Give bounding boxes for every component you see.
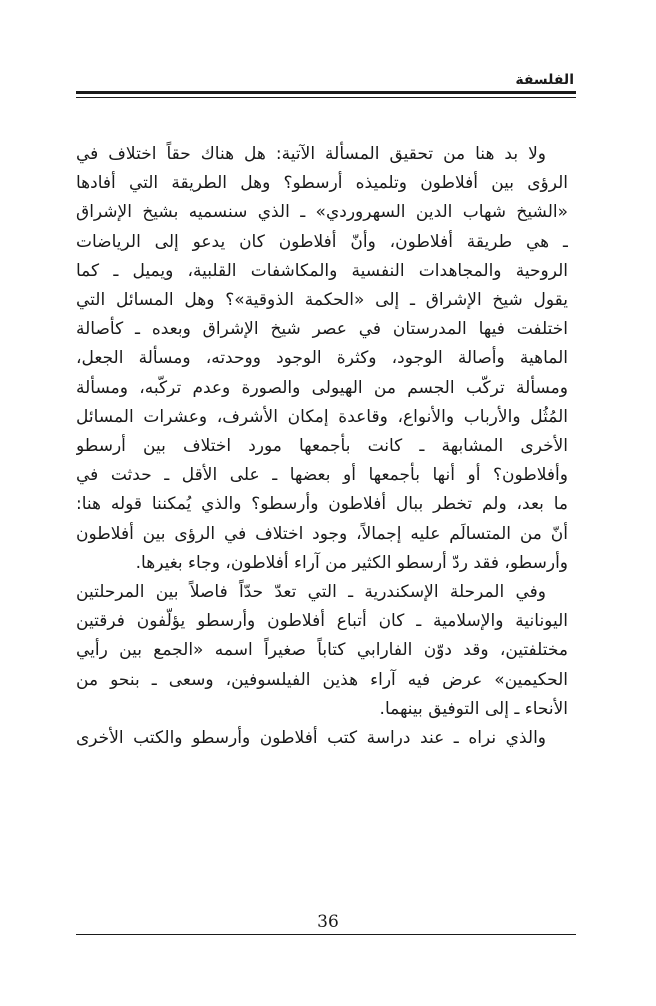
text-line: المُثُل والأرباب والأنواع، وقاعدة إمكان الأشرف، وعشرات المسائل	[76, 406, 568, 427]
text-line: أنّ من المتسالَم عليه إجمالاً، وجود اختلاف في الرؤى بين أفلاطون	[76, 523, 568, 544]
text-line: وفي المرحلة الإسكندرية ـ التي تعدّ حدّاً فاصلاً بين المرحلتين	[76, 582, 546, 603]
text-line: «الشيخ شهاب الدين السهروردي» ـ الذي سنسميه بشيخ الإشراق	[76, 202, 568, 223]
text-line: الحكيمين» عرض فيه آراء هذين الفيلسوفين، وسعى ـ بنحو من	[76, 669, 568, 690]
text-line: ومسألة تركّب الجسم من الهيولى والصورة وعدم تركّبه، ومسألة	[76, 377, 568, 398]
header-rule-thick	[76, 91, 576, 94]
text-line: اليونانية والإسلامية ـ كان أتباع أفلاطون وأرسطو يؤلّفون فرقتين	[76, 611, 568, 632]
text-line: مختلفتين، وقد دوّن الفارابي كتاباً صغيراً اسمه «الجمع بين رأيي	[76, 640, 568, 661]
body-text	[76, 140, 568, 753]
text-line: الرؤى بين أفلاطون وتلميذه أرسطو؟ وهل الطريقة التي أفادها	[76, 173, 568, 194]
text-line: الروحية والمجاهدات النفسية والمكاشفات القلبية، ويميل ـ كما	[76, 260, 568, 281]
text-line: وأفلاطون؟ أو أنها بأجمعها أو بعضها ـ على الأقل ـ حدثت في	[76, 465, 568, 486]
text-line: الأنحاء ـ إلى التوفيق بينهما.	[379, 698, 568, 719]
page-number: 36	[317, 912, 339, 932]
header-rule-thin	[76, 97, 576, 98]
text-line: ما بعد، ولم تخطر ببال أفلاطون وأرسطو؟ والذي يُمكننا قوله هنا:	[76, 494, 568, 515]
running-head: الفلسفة	[515, 72, 574, 88]
footer-rule	[76, 934, 576, 935]
text-line: ـ هي طريقة أفلاطون، وأنّ أفلاطون كان يدعو إلى الرياضات	[76, 231, 568, 252]
text-line: الماهية وأصالة الوجود، وكثرة الوجود ووحدته، ومسألة الجعل،	[76, 348, 568, 369]
text-line: يقول شيخ الإشراق ـ إلى «الحكمة الذوقية»؟ وهل المسائل التي	[76, 290, 568, 311]
text-line: وأرسطو، فقد ردّ أرسطو الكثير من آراء أفلاطون، وجاء بغيرها.	[135, 552, 568, 573]
text-line: والذي نراه ـ عند دراسة كتب أفلاطون وأرسطو والكتب الأخرى	[76, 728, 546, 749]
text-line: اختلفت فيها المدرستان في عصر شيخ الإشراق وبعده ـ كأصالة	[76, 319, 568, 340]
text-line: ولا بد هنا من تحقيق المسألة الآتية: هل هناك حقاً اختلاف في	[76, 144, 546, 164]
text-line: الأخرى المشابهة ـ كانت بأجمعها مورد اختلاف بين أرسطو	[76, 436, 568, 457]
